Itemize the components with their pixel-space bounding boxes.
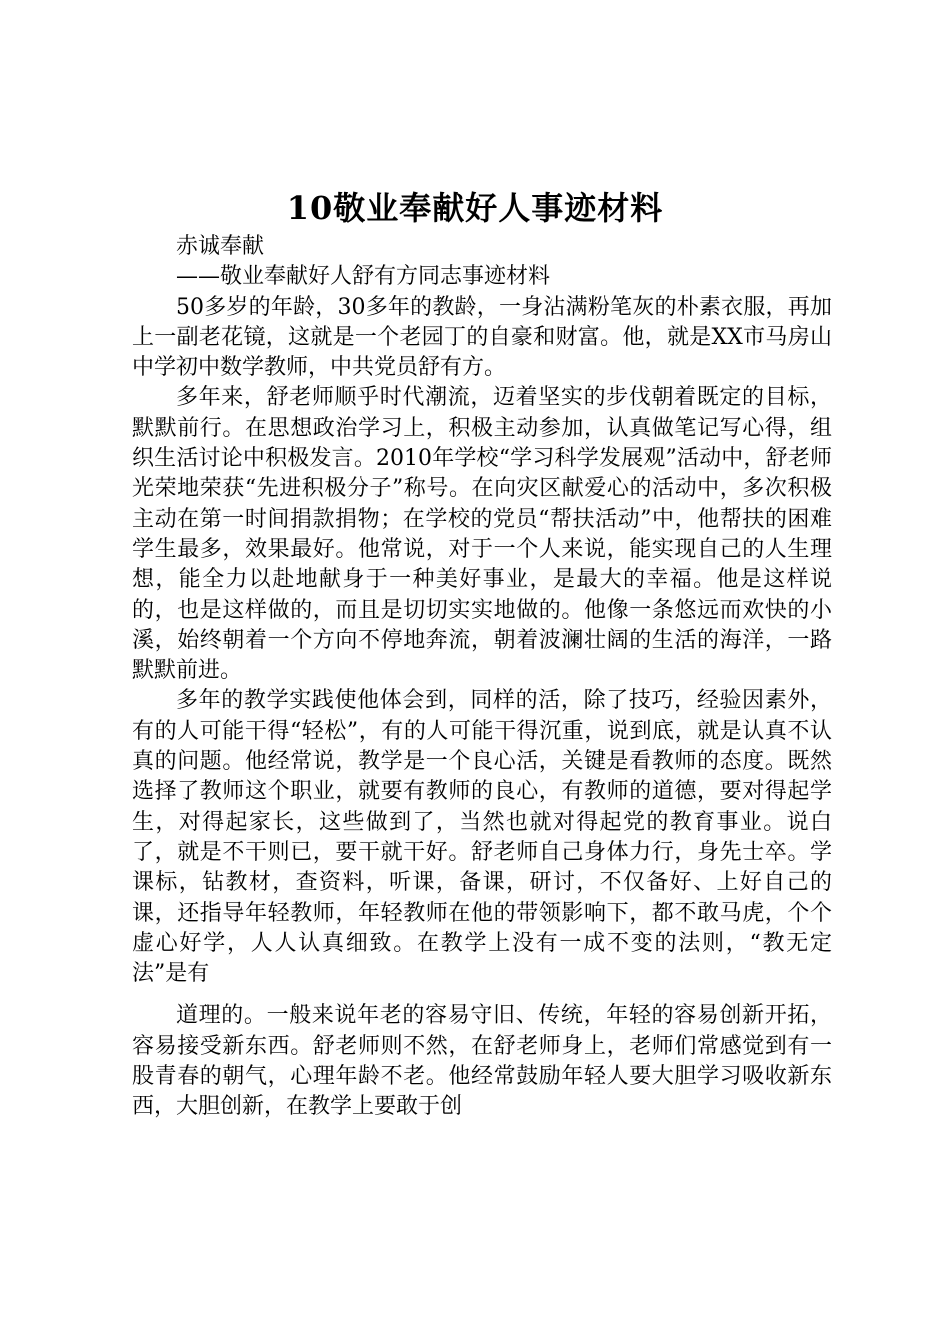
document-title: 10敬业奉献好人事迹材料 [286,189,664,227]
paragraph-subtitle: ——敬业奉献好人舒有方同志事迹材料 [176,264,551,290]
document-body [132,232,832,1123]
paragraph: 多年的教学实践使他体会到，同样的活，除了技巧，经验因素外，有的人可能干得“轻松”，有的人可能干得沉重，说到底，就是认真不认真的问题。他经常说，教学是一个良心活，关键是看教师的态度。既然选择了教师这个职业，就要有教师的良心，有教师的道德，要对得起学生，对得起家长，这些做到了，当然也就对得起党的教育事业。说白了，就是不干则已，要干就干好。舒老师自己身体力行，身先士卒。学课标，钻教材，查资料，听课，备课，研讨，不仅备好、上好自己的课，还指导年轻教师，年轻教师在他的带领影响下，都不敢马虎，个个虚心好学，人人认真细致。在教学上没有一成不变的法则，“教无定法”是有 [132,688,832,987]
paragraph: 50多岁的年龄，30多年的教龄，一身沾满粉笔灰的朴素衣服，再加上一副老花镜，这就是一个老园丁的自豪和财富。他，就是XX市马房山中学初中数学教师，中共党员舒有方。 [132,294,832,381]
paragraph: 道理的。一般来说年老的容易守旧、传统，年轻的容易创新开拓，容易接受新东西。舒老师则不然，在舒老师身上，老师们常感觉到有一股青春的朝气，心理年龄不老。他经常鼓励年轻人要大胆学习吸收新东西，大胆创新，在教学上要敢于创 [132,1003,832,1120]
paragraph: 多年来，舒老师顺乎时代潮流，迈着坚实的步伐朝着既定的目标，默默前行。在思想政治学习上，积极主动参加，认真做笔记写心得，组织生活讨论中积极发言。2010年学校“学习科学发展观”活动中，舒老师光荣地荣获“先进积极分子”称号。在向灾区献爱心的活动中，多次积极主动在第一时间捐款捐物；在学校的党员“帮扶活动”中，他帮扶的困难学生最多，效果最好。他常说，对于一个人来说，能实现自己的人生理想，能全力以赴地献身于一种美好事业，是最大的幸福。他是这样说的，也是这样做的，而且是切切实实地做的。他像一条悠远而欢快的小溪，始终朝着一个方向不停地奔流，朝着波澜壮阔的生活的海洋，一路默默前进。 [132,385,832,684]
paragraph-heading: 赤诚奉献 [176,234,265,259]
